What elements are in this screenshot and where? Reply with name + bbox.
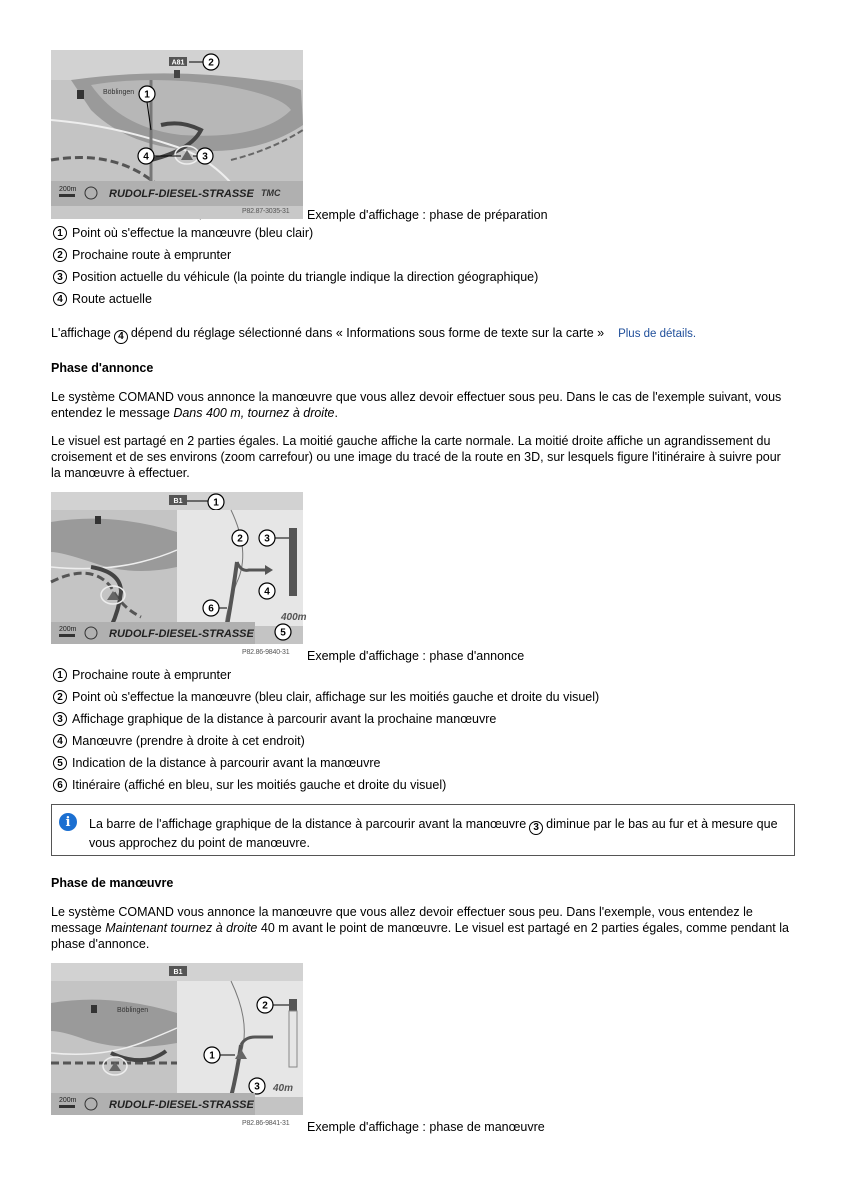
figure-preparation — [51, 50, 303, 219]
scale-label: 200m — [59, 1097, 77, 1104]
paragraph-text: Le système COMAND vous annonce la manœuvre que vous allez devoir effectuer sous peu. Dans le cas de l'exemple suivant, vous entendez le message — [51, 390, 782, 420]
list-item-text: Point où s'effectue la manœuvre (bleu clair, affichage sur les moitiés gauche et droite du visuel) — [72, 690, 600, 704]
road-sign-label: A81 — [171, 59, 185, 67]
list-item — [53, 224, 313, 242]
callout-number: 4 — [53, 292, 67, 306]
callout-number: 3 — [529, 821, 543, 835]
list-item-text: Itinéraire (affiché en bleu, sur les moitiés gauche et droite du visuel) — [72, 778, 447, 792]
street-name: RUDOLF-DIESEL-STRASSE — [109, 188, 254, 200]
list-item-text: Affichage graphique de la distance à parcourir avant la prochaine manœuvre — [72, 712, 497, 726]
info-box — [51, 804, 795, 856]
list-item-text: Point où s'effectue la manœuvre (bleu clair) — [72, 226, 314, 240]
town-label: Böblingen — [103, 89, 135, 96]
list-item — [53, 754, 381, 772]
info-text-before: La barre de l'affichage graphique de la distance à parcourir avant la manœuvre — [89, 817, 527, 831]
figure-announce — [51, 492, 307, 644]
list-item — [53, 268, 538, 286]
callout-number: 3 — [53, 270, 67, 284]
figure-maneuver — [51, 963, 303, 1115]
figure-caption: Exemple d'affichage : phase de préparation — [307, 208, 548, 222]
paragraph: Le visuel est partagé en 2 parties égales. La moitié gauche affiche la carte normale. La moitié droite affiche un agrandissement du croisement et de ses environs (zoom carrefour) ou une image du tracé de la route en 3D, sur lesquels figure l'itinéraire à suivre pour la manœuvre à effectuer. — [51, 434, 781, 480]
list-item-text: Manœuvre (prendre à droite à cet endroit) — [72, 734, 305, 748]
scale-label: 200m — [59, 626, 77, 633]
paragraph-text: 40 m avant le point de manœuvre. Le visuel est partagé en 2 parties égales, comme pendant la phase d'annonce. — [51, 921, 789, 951]
street-name: RUDOLF-DIESEL-STRASSE — [109, 1099, 254, 1111]
scale-label: 200m — [59, 186, 77, 193]
callout-2: 2 — [262, 1000, 268, 1012]
list-item — [53, 688, 599, 706]
callout-number: 3 — [53, 712, 67, 726]
section-heading-maneuver: Phase de manœuvre — [51, 876, 174, 890]
paragraph — [51, 389, 793, 421]
callout-1: 1 — [144, 89, 150, 101]
list-item-text: Prochaine route à emprunter — [72, 668, 232, 682]
callout-3: 3 — [254, 1081, 260, 1093]
distance-label: 400m — [281, 612, 307, 623]
callout-4: 4 — [143, 151, 149, 163]
display-note-before: L'affichage — [51, 326, 111, 340]
info-text-after: diminue par le bas au fur et à mesure que vous approchez du point de manœuvre. — [89, 817, 778, 850]
list-item — [53, 710, 496, 728]
distance-label: 40m — [273, 1083, 294, 1094]
callout-number: 6 — [53, 778, 67, 792]
paragraph — [51, 904, 793, 952]
figure-code: P82.86-9841-31 — [242, 1120, 290, 1127]
section-heading-announce: Phase d'annonce — [51, 361, 154, 375]
callout-3: 3 — [202, 151, 208, 163]
list-item — [53, 290, 152, 308]
callout-1: 1 — [209, 1050, 215, 1062]
info-icon: i — [59, 813, 77, 831]
list-item-text: Route actuelle — [72, 292, 152, 306]
callout-3: 3 — [264, 533, 270, 545]
info-text — [89, 816, 789, 851]
list-item-text: Indication de la distance à parcourir avant la manœuvre — [72, 756, 381, 770]
voice-message: Dans 400 m, tournez à droite — [173, 406, 335, 420]
town-label: Böblingen — [117, 1007, 149, 1014]
street-name: RUDOLF-DIESEL-STRASSE — [109, 628, 254, 640]
callout-number: 4 — [114, 330, 128, 344]
callout-5: 5 — [280, 627, 286, 639]
callout-6: 6 — [208, 603, 214, 615]
callout-number: 5 — [53, 756, 67, 770]
voice-message: Maintenant tournez à droite — [105, 921, 258, 935]
figure-code: P82.87-3035-31 — [242, 208, 290, 215]
more-details-link[interactable]: Plus de détails. — [618, 328, 697, 340]
road-sign-label: B1 — [173, 498, 183, 505]
display-note — [51, 326, 696, 344]
callout-2: 2 — [208, 57, 214, 69]
callout-number: 2 — [53, 690, 67, 704]
list-item — [53, 732, 305, 750]
list-item — [53, 666, 231, 684]
list-item — [53, 776, 446, 794]
list-item-text: Prochaine route à emprunter — [72, 248, 232, 262]
road-sign-label: B1 — [173, 969, 183, 976]
callout-number: 2 — [53, 248, 67, 262]
list-item-text: Position actuelle du véhicule (la pointe du triangle indique la direction géographique) — [72, 270, 539, 284]
callout-number: 4 — [53, 734, 67, 748]
paragraph-text: . — [334, 406, 338, 420]
callout-2: 2 — [237, 533, 243, 545]
tmc-label: TMC — [261, 188, 281, 198]
figure-code: P82.86-9840-31 — [242, 649, 290, 656]
display-note-after: dépend du réglage sélectionné dans « Informations sous forme de texte sur la carte » — [130, 326, 605, 340]
callout-1: 1 — [213, 497, 219, 509]
callout-number: 1 — [53, 668, 67, 682]
callout-4: 4 — [264, 586, 270, 598]
callout-number: 1 — [53, 226, 67, 240]
figure-caption: Exemple d'affichage : phase de manœuvre — [307, 1120, 545, 1134]
paragraph-text: Le système COMAND vous annonce la manœuvre que vous allez devoir effectuer sous peu. Dans l'exemple, vous entendez le message — [51, 905, 753, 935]
list-item — [53, 246, 231, 264]
figure-caption: Exemple d'affichage : phase d'annonce — [307, 649, 525, 663]
